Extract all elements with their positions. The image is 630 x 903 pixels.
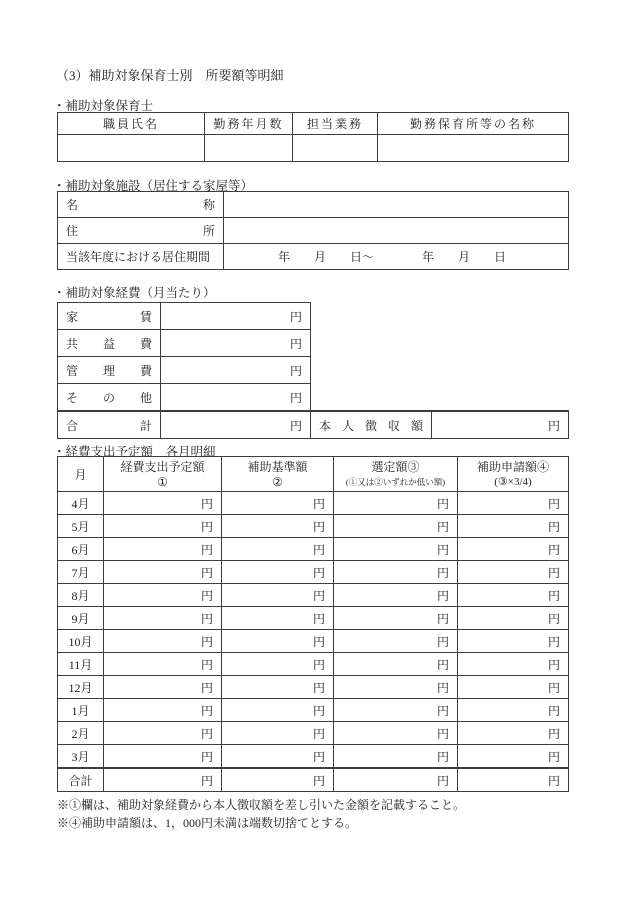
- expense-other-row: [58, 384, 569, 412]
- subsidy-standard-cell: 円: [222, 653, 334, 676]
- application-amount-cell: 円: [458, 561, 569, 584]
- selected-amount-cell: 円: [334, 676, 458, 699]
- monthly-row: [58, 699, 569, 722]
- duty-cell: [293, 135, 378, 162]
- planned-expense-cell: 円: [104, 584, 222, 607]
- month-cell: 5月: [58, 515, 104, 538]
- expense-label: 共 益 費: [58, 330, 161, 357]
- planned-expense-cell: 円: [104, 607, 222, 630]
- header-application-amount: 補助申請額④ (③×3/4): [458, 457, 569, 492]
- application-amount-cell: 円: [458, 722, 569, 745]
- workplace-name-cell: [378, 135, 569, 162]
- application-amount-cell: 円: [458, 492, 569, 515]
- planned-expense-cell: 円: [104, 722, 222, 745]
- section-label-expenses: ・補助対象経費（月当たり）: [53, 286, 216, 300]
- self-collection-label: 本 人 徴 収 額: [311, 411, 432, 439]
- residence-period-label: 当該年度における居住期間: [58, 244, 224, 270]
- selected-amount-cell: 円: [334, 630, 458, 653]
- monthly-header-row: [58, 457, 569, 492]
- selected-amount-cell: 円: [334, 699, 458, 722]
- section-label-worker: ・補助対象保育士: [53, 99, 154, 113]
- month-cell: 7月: [58, 561, 104, 584]
- page-title: （3）補助対象保育士別 所要額等明細: [56, 68, 284, 83]
- header-subsidy-standard: 補助基準額 ②: [222, 457, 334, 492]
- expense-row: [58, 303, 569, 330]
- selected-amount-cell: 円: [334, 515, 458, 538]
- month-cell: 9月: [58, 607, 104, 630]
- application-amount-cell: 円: [458, 630, 569, 653]
- monthly-row: [58, 561, 569, 584]
- month-cell: 2月: [58, 722, 104, 745]
- selected-amount-cell: 円: [334, 722, 458, 745]
- subsidy-standard-cell: 円: [222, 492, 334, 515]
- footnote-1: ※①欄は、補助対象経費から本人徴収額を差し引いた金額を記載すること。: [57, 798, 466, 812]
- monthly-row: [58, 538, 569, 561]
- expense-other-amount-cell: 円: [161, 384, 311, 412]
- expenses-table: [57, 302, 569, 439]
- header-planned-expense: 経費支出予定額 ①: [104, 457, 222, 492]
- expense-total-amount-cell: 円: [161, 411, 311, 439]
- header-service-length: 勤務年月数: [205, 113, 293, 135]
- facility-name-row: [58, 192, 569, 218]
- expense-amount-cell: 円: [161, 357, 311, 384]
- month-cell: 8月: [58, 584, 104, 607]
- header-workplace-name: 勤務保育所等の名称: [378, 113, 569, 135]
- total-subsidy-standard-cell: 円: [222, 768, 334, 792]
- header-duty: 担当業務: [293, 113, 378, 135]
- facility-address-label: 住 所: [58, 218, 224, 244]
- selected-amount-cell: 円: [334, 584, 458, 607]
- month-cell: 6月: [58, 538, 104, 561]
- application-amount-cell: 円: [458, 745, 569, 769]
- monthly-row: [58, 722, 569, 745]
- staff-name-cell: [58, 135, 205, 162]
- monthly-row: [58, 607, 569, 630]
- facility-name-label: 名 称: [58, 192, 224, 218]
- expense-label: 家 賃: [58, 303, 161, 330]
- expense-amount-cell: 円: [161, 303, 311, 330]
- monthly-total-row: [58, 768, 569, 792]
- application-amount-cell: 円: [458, 584, 569, 607]
- planned-expense-cell: 円: [104, 561, 222, 584]
- service-length-cell: [205, 135, 293, 162]
- subsidy-standard-cell: 円: [222, 630, 334, 653]
- section-label-monthly: ・経費支出予定額 各月明細: [53, 445, 216, 459]
- subsidy-standard-cell: 円: [222, 676, 334, 699]
- total-selected-amount-cell: 円: [334, 768, 458, 792]
- selected-amount-cell: 円: [334, 492, 458, 515]
- planned-expense-cell: 円: [104, 630, 222, 653]
- application-amount-cell: 円: [458, 699, 569, 722]
- planned-expense-cell: 円: [104, 492, 222, 515]
- worker-table: [57, 112, 569, 162]
- expense-other-label: そ の 他: [58, 384, 161, 412]
- header-staff-name: 職員氏名: [58, 113, 205, 135]
- facility-name-value: [224, 192, 569, 218]
- monthly-table: [57, 456, 569, 792]
- application-amount-cell: 円: [458, 538, 569, 561]
- expense-total-label: 合 計: [58, 411, 161, 439]
- monthly-row: [58, 653, 569, 676]
- subsidy-standard-cell: 円: [222, 607, 334, 630]
- subsidy-standard-cell: 円: [222, 722, 334, 745]
- residence-period-value: 年 月 日～ 年 月 日: [224, 244, 569, 270]
- worker-header-row: [58, 113, 569, 135]
- total-planned-expense-cell: 円: [104, 768, 222, 792]
- residence-period-row: [58, 244, 569, 270]
- expense-row: [58, 357, 569, 384]
- expense-row: [58, 330, 569, 357]
- header-month: 月: [58, 457, 104, 492]
- monthly-row: [58, 515, 569, 538]
- subsidy-standard-cell: 円: [222, 561, 334, 584]
- month-cell: 11月: [58, 653, 104, 676]
- subsidy-standard-cell: 円: [222, 745, 334, 769]
- monthly-row: [58, 492, 569, 515]
- selected-amount-cell: 円: [334, 607, 458, 630]
- subsidy-standard-cell: 円: [222, 584, 334, 607]
- selected-amount-cell: 円: [334, 538, 458, 561]
- month-cell: 1月: [58, 699, 104, 722]
- selected-amount-cell: 円: [334, 561, 458, 584]
- application-amount-cell: 円: [458, 676, 569, 699]
- expense-amount-cell: 円: [161, 330, 311, 357]
- self-collection-amount-cell: 円: [432, 411, 569, 439]
- month-cell: 10月: [58, 630, 104, 653]
- planned-expense-cell: 円: [104, 538, 222, 561]
- subsidy-standard-cell: 円: [222, 538, 334, 561]
- total-application-amount-cell: 円: [458, 768, 569, 792]
- subsidy-standard-cell: 円: [222, 699, 334, 722]
- worker-empty-row: [58, 135, 569, 162]
- selected-amount-cell: 円: [334, 745, 458, 769]
- monthly-row: [58, 630, 569, 653]
- footnote-2: ※④補助申請額は、1，000円未満は端数切捨てとする。: [57, 816, 358, 830]
- planned-expense-cell: 円: [104, 745, 222, 769]
- section-label-facility: ・補助対象施設（居住する家屋等）: [53, 179, 254, 193]
- total-month-cell: 合計: [58, 768, 104, 792]
- month-cell: 3月: [58, 745, 104, 769]
- application-amount-cell: 円: [458, 607, 569, 630]
- expense-label: 管 理 費: [58, 357, 161, 384]
- planned-expense-cell: 円: [104, 699, 222, 722]
- facility-address-row: [58, 218, 569, 244]
- planned-expense-cell: 円: [104, 515, 222, 538]
- monthly-row: [58, 676, 569, 699]
- planned-expense-cell: 円: [104, 676, 222, 699]
- subsidy-standard-cell: 円: [222, 515, 334, 538]
- planned-expense-cell: 円: [104, 653, 222, 676]
- monthly-row: [58, 745, 569, 769]
- month-cell: 12月: [58, 676, 104, 699]
- header-selected-amount: 選定額③ (①又は②いずれか低い額): [334, 457, 458, 492]
- expense-total-row: [58, 411, 569, 439]
- application-amount-cell: 円: [458, 653, 569, 676]
- monthly-row: [58, 584, 569, 607]
- application-amount-cell: 円: [458, 515, 569, 538]
- facility-table: [57, 191, 569, 270]
- month-cell: 4月: [58, 492, 104, 515]
- facility-address-value: [224, 218, 569, 244]
- selected-amount-cell: 円: [334, 653, 458, 676]
